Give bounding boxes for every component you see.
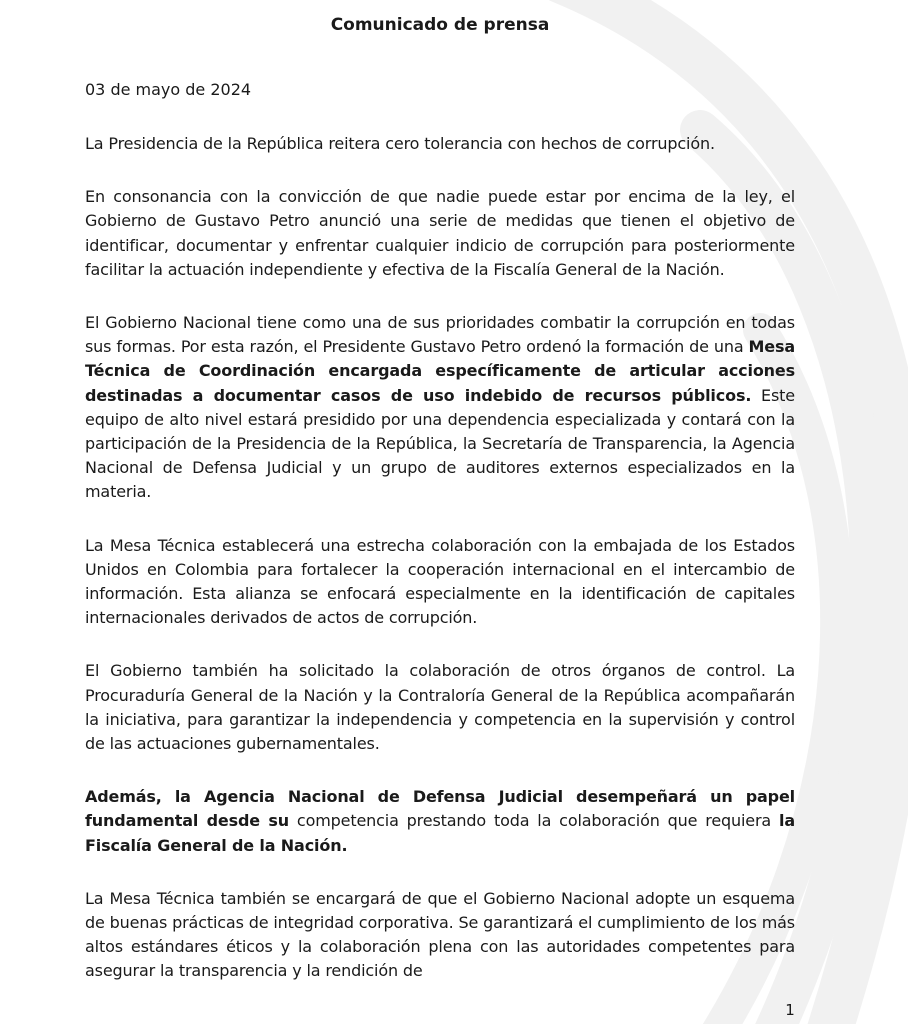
- paragraph-4: La Mesa Técnica establecerá una estrecha colaboración con la embajada de los Estados Unidos en Colombia para fortalecer la cooperación internacional en el intercambio de información. Esta alianza se enfocará especialmente en la identificación de capitales internacionales derivados de actos de corrupción.: [85, 535, 795, 628]
- paragraph-6-bold-end: la Fiscalía General de la Nación.: [85, 811, 795, 855]
- paragraph-6-bold-intro: Además, la Agencia Nacional de Defensa Judicial desempeñará un papel fundamental desde su: [85, 787, 795, 831]
- document-date: 03 de mayo de 2024: [85, 80, 252, 99]
- paragraph-3: [85, 311, 795, 505]
- paragraph-5: El Gobierno también ha solicitado la colaboración de otros órganos de control. La Procuraduría General de la Nación y la Contraloría General de la República acompañarán la iniciativa, para garantizar la independencia y competencia en la supervisión y control de las actuaciones gubernamentales.: [85, 661, 795, 754]
- paragraph-3-intro: El Gobierno Nacional tiene como una de sus prioridades combatir la corrupción en todas sus formas. Por esta razón, el Presidente Gustavo Petro ordenó la formación de una: [85, 313, 795, 357]
- page-number: 1: [785, 1001, 795, 1019]
- paragraph-3-bold: Mesa Técnica de Coordinación encargada específicamente de articular acciones destinadas a documentar casos de uso indebido de recursos públicos.: [85, 337, 795, 405]
- paragraph-7: La Mesa Técnica también se encargará de que el Gobierno Nacional adopte un esquema de buenas prácticas de integridad corporativa. Se garantizará el cumplimiento de los más altos estándares éticos y la colaboración plena con las autoridades competentes para asegurar la transparencia y la rendición de: [85, 888, 795, 981]
- paragraph-2: En consonancia con la convicción de que nadie puede estar por encima de la ley, el Gobierno de Gustavo Petro anunció una serie de medidas que tienen el objetivo de identificar, documentar y enfrentar cualquier indicio de corrupción para posteriormente facilitar la actuación independiente y efectiva de la Fiscalía General de la Nación.: [85, 187, 795, 279]
- document-title: Comunicado de prensa: [330, 15, 550, 35]
- paragraph-3-rest: Este equipo de alto nivel estará presidido por una dependencia especializada y contará con la participación de la Presidencia de la República, la Secretaría de Transparencia, la Agencia Nacional de Defensa Judicial y un grupo de auditores externos especializados en la materia.: [85, 385, 795, 502]
- press-release: [85, 0, 795, 984]
- paragraph-6: [85, 785, 795, 858]
- paragraph-6-middle: competencia prestando toda la colaboración que requiera: [289, 811, 780, 831]
- paragraph-1: La Presidencia de la República reitera cero tolerancia con hechos de corrupción.: [85, 134, 715, 153]
